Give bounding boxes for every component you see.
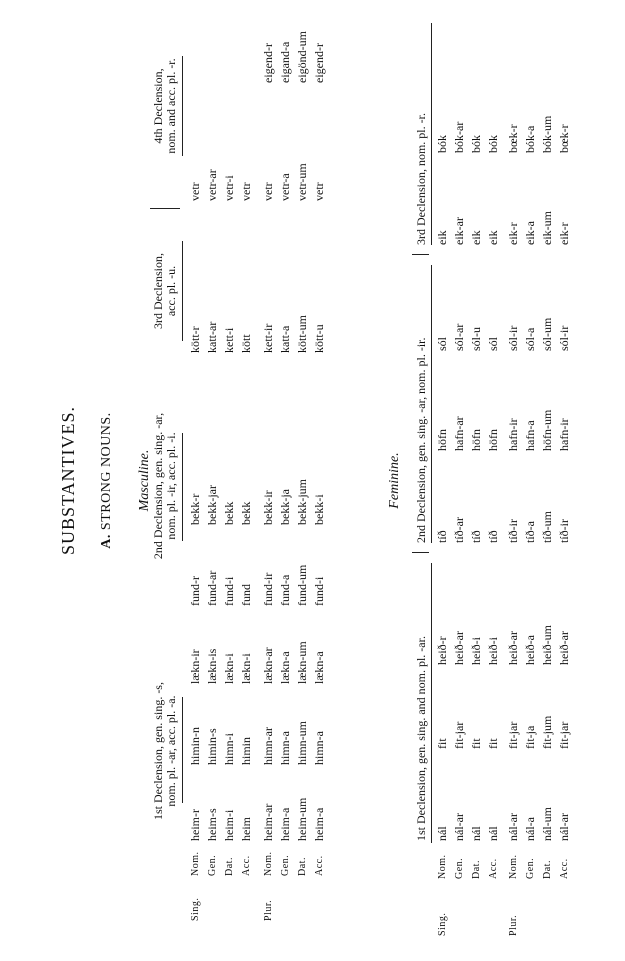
fem-header-divider-1 [412, 552, 429, 553]
masc-form: lækn-um [295, 641, 309, 684]
fem-case: Acc. [559, 858, 570, 879]
fem-form: bók-um [540, 115, 554, 153]
masc-case: Acc. [241, 855, 252, 876]
fem-form: sól-ir [557, 325, 571, 351]
masc-form: katt-a [278, 325, 292, 353]
masc-form: lækn-a [278, 651, 292, 684]
fem-case: Nom. [437, 854, 448, 879]
masc-header-2-line1: 2nd Declension, gen. sing. -ar, [151, 412, 165, 560]
fem-form: sól [486, 336, 500, 351]
masc-case: Dat. [297, 857, 308, 876]
masc-form: himn-um [295, 721, 309, 765]
masc-header-rule-4 [182, 56, 183, 156]
fem-form: höfn [486, 429, 500, 451]
masc-form: himin-n [188, 727, 202, 765]
masc-form: kött-u [312, 324, 326, 353]
fem-form: höfn [469, 429, 483, 451]
masc-form: eigönd-um [295, 31, 309, 83]
fem-form: sól-u [469, 327, 483, 351]
masc-case: Nom. [263, 851, 274, 876]
masc-header-2 [152, 356, 178, 616]
fem-form: tíð-ar [452, 517, 466, 543]
fem-number-sing: Sing. [437, 912, 448, 936]
fem-form: fit-jar [506, 721, 520, 749]
fem-form: fit [435, 738, 449, 749]
fem-form: nál [486, 826, 500, 841]
masc-form: heim-s [205, 808, 219, 841]
fem-form: tíð [435, 530, 449, 543]
masc-form: bekk-jum [295, 479, 309, 525]
masc-header-2-line2: nom. pl. -ir, acc. pl. -i. [164, 432, 178, 540]
fem-form: bœk-r [506, 124, 520, 153]
fem-case: Gen. [525, 857, 536, 879]
masc-case: Gen. [207, 854, 218, 876]
masc-header-rule-1 [182, 697, 183, 803]
fem-form: tíð-ir [557, 519, 571, 543]
fem-form: bœk-r [557, 124, 571, 153]
fem-form: heið-i [469, 637, 483, 665]
masc-form: heim-ar [261, 803, 275, 841]
fem-form: eik-a [523, 221, 537, 245]
masc-form: heim-a [278, 807, 292, 841]
fem-form: nál-a [523, 817, 537, 841]
masc-form: bekk [222, 501, 236, 525]
fem-form: fit-jar [452, 721, 466, 749]
masc-form: vetr [188, 182, 202, 201]
masc-header-3-line1: 3rd Declension, [151, 253, 165, 329]
masc-form: himn-a [312, 731, 326, 765]
masc-form: vetr [239, 182, 253, 201]
masc-form: fund-r [188, 576, 202, 606]
fem-form: eik-ar [452, 217, 466, 245]
masc-form: bekk-jar [205, 485, 219, 525]
fem-form: fit-jar [557, 721, 571, 749]
fem-form: eik [486, 230, 500, 245]
fem-form: fit [486, 738, 500, 749]
masc-header-4-line2: nom. and acc. pl. -r. [164, 58, 178, 154]
masc-form: eigand-a [278, 41, 292, 83]
masc-form: vetr [261, 182, 275, 201]
masc-form: lækn-is [205, 648, 219, 684]
fem-number-plur: Plur. [508, 914, 519, 936]
masc-form: bekk-r [188, 493, 202, 525]
masc-form: heim-um [295, 797, 309, 841]
fem-form: fit-jum [540, 715, 554, 749]
masc-header-rule-3 [182, 241, 183, 341]
masc-header-divider [150, 208, 180, 209]
masc-header-1 [152, 626, 178, 876]
fem-form: bók-ar [452, 121, 466, 153]
fem-form: eik [469, 230, 483, 245]
fem-form: nál-ar [557, 813, 571, 841]
masc-form: lækn-ir [188, 649, 202, 684]
masc-form: katt-ar [205, 321, 219, 353]
fem-header-divider-2 [412, 254, 429, 255]
masc-number-plur: Plur. [263, 899, 274, 921]
fem-form: sól-ar [452, 323, 466, 351]
masc-form: fund-i [222, 576, 236, 606]
masc-form: himin-s [205, 728, 219, 765]
masc-form: bekk-i [312, 494, 326, 525]
masc-form: fund-um [295, 564, 309, 606]
masc-form: fund-ar [205, 570, 219, 606]
fem-form: tíð [486, 530, 500, 543]
masc-form: kött-r [188, 326, 202, 353]
masc-form: kött [239, 334, 253, 353]
fem-form: sól [435, 336, 449, 351]
fem-form: tíð [469, 530, 483, 543]
fem-case: Gen. [454, 857, 465, 879]
masc-form: kett-ir [261, 323, 275, 353]
masc-form: kett-i [222, 327, 236, 353]
masc-case: Dat. [224, 857, 235, 876]
fem-form: heið-a [523, 635, 537, 665]
masc-form: fund [239, 584, 253, 606]
fem-form: eik [435, 230, 449, 245]
masc-form: heim-a [312, 807, 326, 841]
masc-form: heim-r [188, 809, 202, 841]
section-label: STRONG NOUNS. [99, 412, 114, 531]
masc-header-3-line2: acc. pl. -u. [164, 265, 178, 317]
fem-form: hafn-ir [557, 418, 571, 451]
fem-case: Dat. [542, 860, 553, 879]
masc-form: lækn-i [239, 653, 253, 684]
masc-case: Nom. [190, 851, 201, 876]
masc-form: heim-i [222, 809, 236, 841]
masc-form: heim [239, 817, 253, 841]
masc-form: vetr-a [278, 173, 292, 201]
fem-form: nál-um [540, 807, 554, 841]
fem-case: Dat. [471, 860, 482, 879]
masc-form: vetr-ar [205, 169, 219, 201]
fem-form: bók [435, 135, 449, 153]
fem-case: Acc. [488, 858, 499, 879]
fem-form: hafn-a [523, 420, 537, 451]
masc-form: himn-i [222, 733, 236, 765]
feminine-title: Feminine. [387, 452, 402, 509]
fem-form: tíð-a [523, 521, 537, 543]
masc-form: vetr-um [295, 163, 309, 201]
fem-header-rule-3 [431, 23, 432, 245]
fem-form: fit [469, 738, 483, 749]
masc-form: lækn-i [222, 653, 236, 684]
fem-form: bók [486, 135, 500, 153]
masc-form: himn-ar [261, 727, 275, 765]
fem-form: bók-a [523, 125, 537, 153]
masc-form: himin [239, 736, 253, 765]
masc-form: lækn-ar [261, 647, 275, 684]
fem-form: eik-r [557, 222, 571, 245]
fem-form: sól-um [540, 317, 554, 351]
page-title: SUBSTANTIVES. [58, 405, 78, 556]
masc-form: fund-i [312, 576, 326, 606]
fem-form: tíð-um [540, 511, 554, 543]
fem-case: Nom. [508, 854, 519, 879]
masc-header-3 [152, 226, 178, 356]
masc-header-4 [152, 11, 178, 201]
masc-case: Acc. [314, 855, 325, 876]
masc-form: fund-ir [261, 572, 275, 606]
fem-form: hafn-ar [452, 416, 466, 451]
fem-header-2: 2nd Declension, gen. sing. -ar, nom. pl. -ir. [414, 337, 428, 543]
masc-form: vetr [312, 182, 326, 201]
masc-form: fund-a [278, 574, 292, 606]
fem-form: heið-um [540, 625, 554, 665]
fem-header-3: 3rd Declension, nom. pl. -r. [414, 113, 428, 245]
fem-form: fit-ja [523, 725, 537, 749]
fem-form: heið-ar [452, 631, 466, 665]
masc-header-1-line1: 1st Declension, gen. sing. -s, [151, 682, 165, 820]
fem-form: höfn [435, 429, 449, 451]
masc-form: himn-a [278, 731, 292, 765]
fem-form: bók [469, 135, 483, 153]
masc-form: bekk-ja [278, 489, 292, 525]
masc-form: eigend-r [261, 43, 275, 83]
masc-form: lækn-a [312, 651, 326, 684]
fem-form: hafn-ir [506, 418, 520, 451]
masculine-title: Masculine. [137, 449, 152, 512]
masc-header-1-line2: nom. pl. -ar, acc. pl. -a. [164, 695, 178, 807]
fem-header-rule-1 [431, 563, 432, 843]
fem-form: nál [435, 826, 449, 841]
masc-number-sing: Sing. [190, 897, 201, 921]
section-letter: A. [99, 534, 114, 549]
masc-header-rule-2 [182, 433, 183, 541]
fem-form: heið-ar [506, 631, 520, 665]
masc-form: vetr-i [222, 175, 236, 201]
fem-header-1: 1st Declension, gen. sing. and nom. pl. -ar. [414, 636, 428, 841]
fem-form: sól-ir [506, 325, 520, 351]
masc-form: eigend-r [312, 43, 326, 83]
fem-form: heið-i [486, 637, 500, 665]
masc-form: kött-um [295, 315, 309, 353]
masc-header-4-line1: 4th Declension, [151, 68, 165, 144]
fem-form: heið-r [435, 636, 449, 665]
fem-form: nál [469, 826, 483, 841]
masc-case: Gen. [280, 854, 291, 876]
section-heading [99, 0, 115, 961]
fem-form: eik-r [506, 222, 520, 245]
fem-form: sól-a [523, 327, 537, 351]
fem-header-rule-2 [431, 265, 432, 543]
fem-form: heið-ar [557, 631, 571, 665]
masc-form: bekk [239, 501, 253, 525]
masc-form: bekk-ir [261, 490, 275, 525]
fem-form: nál-ar [506, 813, 520, 841]
fem-form: tíð-ir [506, 519, 520, 543]
fem-form: höfn-um [540, 409, 554, 451]
fem-form: eik-um [540, 211, 554, 245]
fem-form: nál-ar [452, 813, 466, 841]
